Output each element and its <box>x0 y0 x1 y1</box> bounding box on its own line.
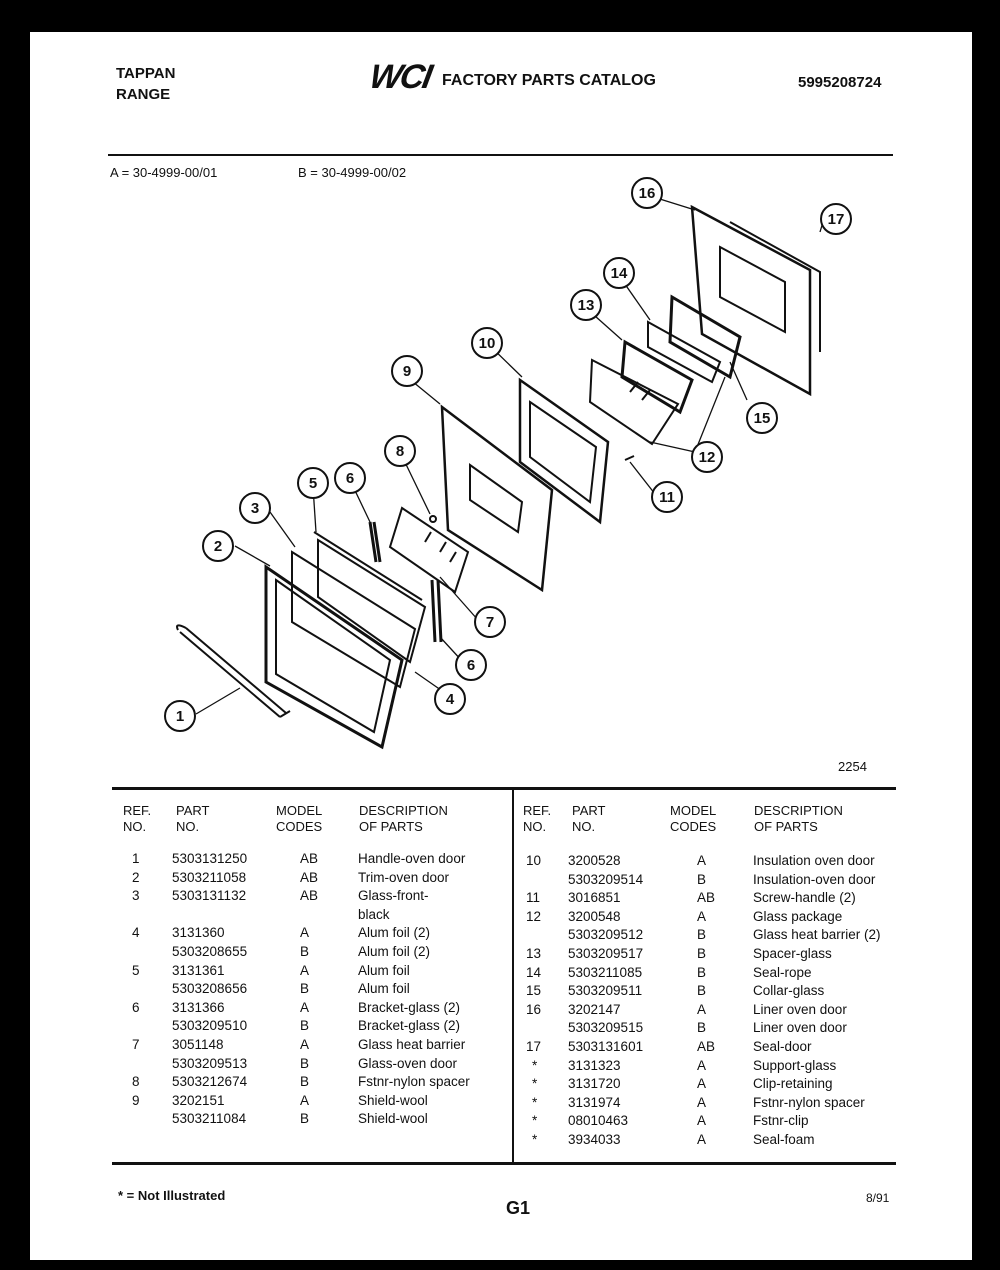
callout-1 <box>165 701 195 731</box>
svg-text:3: 3 <box>250 500 260 517</box>
table-row: 8 5303212674 B Fstnr-nylon spacer <box>132 1074 470 1090</box>
table-row: * 08010463 A Fstnr-clip <box>532 1113 809 1129</box>
svg-text:5: 5 <box>308 475 318 492</box>
table-top-rule <box>112 787 896 790</box>
table-row: * 3131720 A Clip-retaining <box>532 1076 833 1092</box>
header-desc-right: DESCRIPTION OF PARTS <box>754 803 843 834</box>
table-row: 13 5303209517 B Spacer-glass <box>526 946 832 961</box>
table-row: 5303209513 B Glass-oven door <box>172 1055 458 1071</box>
table-row: 5303208655 B Alum foil (2) <box>172 944 431 959</box>
part-bracket-bottom <box>432 580 441 642</box>
table-row: 5303209515 B Liner oven door <box>568 1020 847 1036</box>
table-row: 3 5303131132 AB Glass-front- <box>132 888 429 904</box>
callout-11 <box>652 482 682 512</box>
svg-text:13: 13 <box>577 297 595 314</box>
callout-9 <box>392 356 422 386</box>
footnote: * = Not Illustrated <box>118 1188 226 1203</box>
wci-logo: WCI <box>366 58 434 96</box>
header-desc-left: DESCRIPTION OF PARTS <box>359 803 448 834</box>
callout-13 <box>571 290 601 320</box>
svg-text:4: 4 <box>445 691 455 708</box>
table-row: 5303209510 B Bracket-glass (2) <box>172 1018 461 1034</box>
table-row: 14 5303211085 B Seal-rope <box>526 964 812 980</box>
svg-text:6: 6 <box>345 470 355 487</box>
table-row: 5303211084 B Shield-wool <box>172 1111 428 1127</box>
table-row: 9 3202151 A Shield-wool <box>132 1092 428 1108</box>
table-row: 1 5303131250 AB Handle-oven door <box>132 851 466 866</box>
svg-text:17: 17 <box>827 211 845 228</box>
catalog-number: 5995208724 <box>798 74 882 91</box>
svg-text:12: 12 <box>698 449 716 466</box>
svg-text:1: 1 <box>175 708 185 725</box>
callout-4 <box>435 684 465 714</box>
svg-text:16: 16 <box>638 185 656 202</box>
table-row: 7 3051148 A Glass heat barrier <box>132 1037 466 1052</box>
table-bottom-rule <box>112 1162 896 1165</box>
header-ref-left: REF. NO. <box>123 803 152 834</box>
page-code: G1 <box>506 1198 531 1218</box>
table-row: 5 3131361 A Alum foil <box>132 962 410 978</box>
table-row: 11 3016851 AB Screw-handle (2) <box>526 890 856 906</box>
table-row: 5303209514 B Insulation-oven door <box>568 871 876 887</box>
table-row: 12 3200548 A Glass package <box>526 908 843 924</box>
date: 8/91 <box>866 1191 890 1205</box>
callout-7 <box>475 607 505 637</box>
part-trim <box>266 567 402 747</box>
catalog-page <box>30 32 972 1260</box>
model-code-b: B = 30-4999-00/02 <box>298 165 407 180</box>
svg-text:10: 10 <box>478 335 496 352</box>
table-row: 10 3200528 A Insulation oven door <box>526 853 875 868</box>
part-bracket-top <box>370 522 380 562</box>
table-row: 5303209512 B Glass heat barrier (2) <box>568 927 881 943</box>
part-foil-edge <box>314 532 422 600</box>
brand-line-1: TAPPAN <box>116 65 176 82</box>
callout-6-bottom <box>456 650 486 680</box>
callout-2 <box>203 531 233 561</box>
svg-text:14: 14 <box>610 265 628 282</box>
callout-17 <box>821 204 851 234</box>
header-part-left: PART NO. <box>176 803 210 834</box>
svg-text:6: 6 <box>466 657 476 674</box>
callout-8 <box>385 436 415 466</box>
header-part-right: PART NO. <box>572 803 606 834</box>
header-model-right: MODEL CODES <box>670 803 717 834</box>
table-row: 15 5303209511 B Collar-glass <box>526 983 825 999</box>
table-row: 5303208656 B Alum foil <box>172 981 410 997</box>
brand-line-2: RANGE <box>116 86 171 103</box>
part-handle <box>180 628 286 717</box>
svg-text:11: 11 <box>659 489 675 506</box>
svg-text:2: 2 <box>213 538 223 555</box>
callout-12 <box>692 442 722 472</box>
table-row: 17 5303131601 AB Seal-door <box>526 1039 812 1054</box>
part-spacer <box>430 516 436 522</box>
table-row: * 3934033 A Seal-foam <box>532 1132 815 1147</box>
callout-6-top <box>335 463 365 493</box>
part-shield-wool <box>442 407 552 590</box>
table-row: black <box>358 906 390 922</box>
figure-number: 2254 <box>838 759 867 774</box>
exploded-diagram <box>30 32 972 792</box>
svg-text:9: 9 <box>402 363 412 380</box>
callout-3 <box>240 493 270 523</box>
callout-10 <box>472 328 502 358</box>
svg-text:8: 8 <box>395 443 405 460</box>
callout-16 <box>632 178 662 208</box>
table-row: 4 3131360 A Alum foil (2) <box>132 925 431 941</box>
catalog-title: FACTORY PARTS CATALOG <box>442 72 656 89</box>
part-glass-front <box>292 552 415 687</box>
header-model-left: MODEL CODES <box>276 803 323 834</box>
table-row: 16 3202147 A Liner oven door <box>526 1001 847 1017</box>
svg-text:7: 7 <box>485 614 495 631</box>
table-row: * 3131974 A Fstnr-nylon spacer <box>532 1094 865 1110</box>
part-seal-rope <box>648 322 720 382</box>
callout-5 <box>298 468 328 498</box>
model-code-a: A = 30-4999-00/01 <box>110 165 218 180</box>
part-screw <box>625 456 634 460</box>
callout-15 <box>747 403 777 433</box>
table-row: 2 5303211058 AB Trim-oven door <box>132 869 450 885</box>
part-glass-heat-barrier <box>390 508 468 592</box>
part-seal-door <box>730 222 820 352</box>
callout-14 <box>604 258 634 288</box>
svg-text:15: 15 <box>753 410 771 427</box>
header-ref-right: REF. NO. <box>523 803 552 834</box>
table-row: 6 3131366 A Bracket-glass (2) <box>132 999 461 1015</box>
table-row: * 3131323 A Support-glass <box>532 1057 837 1073</box>
